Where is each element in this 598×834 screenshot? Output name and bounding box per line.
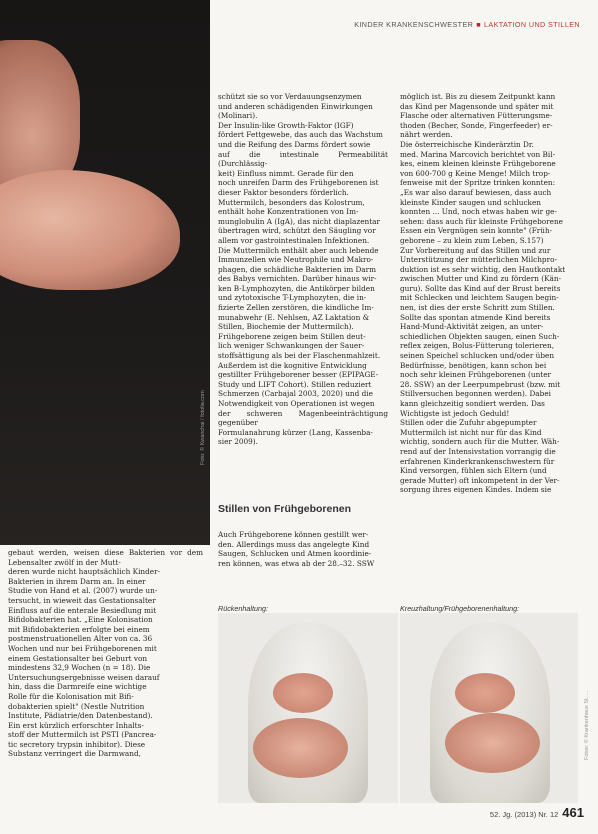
section-subheading: Stillen von Frühgeborenen	[218, 503, 352, 515]
text-line: und zytotoxische T-Lymphozyten, die in-	[218, 293, 367, 303]
text-line: schützt sie so vor Verdauungsenzymen	[218, 92, 362, 101]
text-line: tic secretory trypsin inhibitor). Diese	[8, 739, 146, 749]
text-line: Zur Vorbereitung auf das Stillen und zur	[400, 245, 551, 255]
text-line: gebaut werden, weisen diese Bakterien vor dem Lebensalter zwölf in der Mutt-	[8, 548, 203, 567]
text-line: dobakterien spielt" (Nestle Nutrition	[8, 701, 145, 711]
text-line: mit Schlecken und leichtem Saugen begin-	[400, 293, 559, 303]
text-line: auf die intestinale Permeabilität (Durchlässig-	[218, 149, 388, 169]
text-line: lich weniger Schwankungen der Sauer-	[218, 341, 365, 351]
text-line: fizierte Zellen zerstören, die kindliche Im-	[218, 303, 374, 313]
text-line: und die Reifung des Darms fördert sowie	[218, 139, 371, 149]
text-line: dieser Faktor besonders förderlich.	[218, 187, 349, 197]
text-line: tersucht, in wieweit das Gestationsalter	[8, 595, 156, 605]
text-line: Ein erst kürzlich erforschter Inhalts-	[8, 720, 144, 730]
text-line: das Kind per Magensonde und später mit	[400, 101, 554, 111]
text-line: Muttermilch, besonders das Kolostrum,	[218, 197, 365, 207]
text-line: reflex zeigen, Bolus-Fütterung tolerieren,	[400, 341, 555, 351]
text-line: Bakterien in ihrem Darm an. In einer	[8, 576, 146, 586]
caption-cross-hold: Kreuzhaltung/Frühgeborenenhaltung:	[400, 604, 520, 613]
text-line: allem vor gastrointestinalen Infektionen.	[218, 235, 370, 245]
text-line: med. Marina Marcovich berichtet von Bil-	[400, 149, 556, 159]
text-line: Wichtigste ist jedoch Geduld!	[400, 408, 510, 418]
text-line: Notwendigkeit von Operationen ist wegen	[218, 399, 375, 408]
baby-foot-photo	[0, 0, 210, 545]
text-line: Die österreichische Kinderärztin Dr.	[400, 139, 534, 149]
text-line: Immunzellen wie Neutrophile und Makro-	[218, 255, 374, 265]
text-line: sorgung ihres eigenen Kindes. Indem sie	[400, 485, 552, 495]
text-line: einem Gestationsalter bei Geburt von	[8, 653, 148, 663]
text-line: Wochen und nur bei Frühgeborenen mit	[8, 643, 157, 653]
photo-baby-shape	[445, 713, 540, 773]
text-line: Stillversuchen begonnen werden). Dabei	[400, 389, 551, 399]
text-line: schiedlichen Objekten saugen, einen Such-	[400, 331, 560, 341]
column-middle-bottom	[218, 530, 388, 568]
text-line: hin, dass die Darmreife eine wichtige	[8, 682, 147, 692]
text-line: Hand-Mund-Aktivität zeigen, an unter-	[400, 322, 544, 332]
text-line: stoffsättigung als bei der Flaschenmahlzeit.	[218, 351, 381, 361]
text-line: enthält hohe Konzentrationen von Im-	[218, 207, 359, 217]
text-line: noch sehr kleinen Frühgeborenen (unter	[400, 370, 552, 380]
text-line: Studie von Hand et al. (2007) wurde un-	[8, 586, 158, 596]
text-line: Untersuchungsergebnisse weisen darauf	[8, 672, 160, 682]
running-header	[354, 20, 580, 29]
text-line: Schmerzen (Carbajal 2003, 2020) und die	[218, 389, 373, 399]
text-line: ren können, was etwa ab der 28.–32. SSW	[218, 558, 375, 568]
text-line: wichtig, sondern auch für die Mutter. Wäh-	[400, 437, 560, 447]
text-line: Formulanahrung kürzer (Lang, Kassenba-	[218, 427, 373, 437]
page-footer	[490, 805, 584, 820]
text-line: keit) Einfluss nimmt. Gerade für den	[218, 168, 354, 178]
text-line: des Babys vernichten. Darüber hinaus wir-	[218, 274, 377, 284]
text-line: kes, einem kleinen kleinste Frühgeborene	[400, 159, 556, 169]
text-line: von 600-700 g Keine Menge! Milch trop-	[400, 168, 551, 178]
photo-cross-hold	[400, 613, 578, 803]
photo-baby-shape	[253, 718, 348, 778]
text-line: stoff der Muttermilch ist PSTI (Pancrea-	[8, 730, 157, 740]
photo-foot-shape	[0, 170, 180, 290]
text-line: Außerdem ist die kognitive Entwicklung	[218, 360, 367, 370]
text-line: Institute, Pädiatrie/den Datenbestand).	[8, 711, 153, 721]
text-line: Einfluss auf die enterale Besiedlung mit	[8, 605, 157, 615]
text-line: Kind versorgen, fühlen sich Eltern (und	[400, 466, 547, 476]
text-line: der schweren Magenbeeinträchtigung gegenüber	[218, 408, 388, 428]
text-line: Rolle für die Kolonisation mit Bifi-	[8, 691, 134, 701]
text-line: erfahrenen Kinderkrankenschwestern für	[400, 456, 555, 466]
text-line: Study und LIFT Cohort). Stillen reduziert	[218, 379, 372, 389]
text-line: gerade Mutter) oft inkompetent in der Ver-	[400, 475, 560, 485]
text-line: Bedürfnisse, benötigen, kann schon bei	[400, 360, 547, 370]
text-line: munabwehr (E. Nehlsen, AZ Laktation &	[218, 312, 370, 322]
text-line: mindestens 32,9 Wochen (n = 18). Die	[8, 663, 151, 673]
text-line: ken B-Lymphozyten, die Antikörper bilden	[218, 283, 375, 293]
text-line: Flasche oder alternativen Fütterungsme-	[400, 111, 553, 121]
text-line: thoden (Becher, Sonde, Fingerfeeder) er-	[400, 120, 553, 130]
caption-back-hold: Rückenhaltung:	[218, 604, 268, 613]
photo-credit-left: Foto: © Kwanchai / fotolia.com	[200, 390, 206, 465]
text-line: Unterstützung der mütterlichen Milchpro-	[400, 255, 557, 265]
text-line: 28. SSW) an der Leerpumpebrust (bzw. mit	[400, 379, 561, 389]
text-line: (Molinari).	[218, 111, 258, 121]
text-line: Bifidobakterien hat. „Eine Kolonisation	[8, 615, 153, 625]
text-line: sehen: dass auch für kleinste Frühgeborene	[400, 216, 564, 226]
text-line: postmenstruationellen Alter von ca. 36	[8, 634, 153, 644]
text-line: deren wurde nicht hauptsächlich Kinder-	[8, 567, 161, 577]
text-line: geborene – zu klein zum Leben, S.157)	[400, 235, 544, 245]
text-line: nen, ist dies der erste Schritt zum Stillen.	[400, 303, 555, 313]
header-topic: LAKTATION UND STILLEN	[484, 20, 580, 29]
text-line: zwischen Mutter und Kind zu fördern (Kän-	[400, 274, 562, 284]
text-line: mit Bifidobakterien erfolgte bei einem	[8, 624, 150, 634]
text-line: Sollte das spontan atmende Kind bereits	[400, 312, 551, 322]
text-line: Stillen oder die Zufuhr abgepumpter	[400, 418, 537, 428]
text-line: fenweise mit der Spritze trinken konnten:	[400, 178, 556, 188]
header-section: KINDER KRANKENSCHWESTER	[354, 20, 474, 29]
text-line: Substanz verringert die Darmwand,	[8, 749, 141, 759]
text-line: Stillen, Biochemie der Muttermilch).	[218, 322, 354, 332]
issue-info: 52. Jg. (2013) Nr. 12	[489, 810, 559, 819]
text-line: phagen, die schädliche Bakterien im Darm	[218, 264, 377, 274]
text-line: konnten ... Und, noch etwas haben wir ge-	[400, 207, 557, 217]
text-line: Der Insulin-like Growth-Faktor (IGF)	[218, 120, 354, 130]
photo-skin-shape	[455, 673, 515, 713]
text-line: übertragen wird, schützt den Säugling vor	[218, 226, 376, 236]
header-separator: ■	[476, 20, 481, 29]
text-line: „Es war also darauf bewiesen, dass auch	[400, 187, 552, 197]
text-line: rend auf der Intensivstation vorrangig die	[400, 446, 556, 456]
text-line: kleinste Kinder saugen und schlucken	[400, 197, 541, 207]
text-line: kann gleichzeitig sondiert werden. Das	[400, 399, 545, 408]
text-line: Frühgeborene zeigen beim Stillen deut-	[218, 331, 366, 341]
text-line: noch unreifen Darm des Frühgeborenen ist	[218, 178, 379, 188]
text-line: und anderen schädigenden Einwirkungen	[218, 101, 373, 111]
text-line: Die Muttermilch enthält aber auch lebende	[218, 245, 379, 255]
column-right	[400, 92, 580, 495]
text-line: duktion ist es sehr wichtig, den Hautkontakt	[400, 264, 566, 274]
photo-credit-bottom: Fotos: © Krankenhaus St. ...	[584, 690, 590, 760]
column-middle-top	[218, 92, 388, 447]
text-line: sier 2009).	[218, 437, 258, 447]
text-line: munglobulin A (IgA), das nicht diaplazentar	[218, 216, 381, 226]
text-line: Muttermilch ist nicht nur für das Kind	[400, 427, 542, 437]
text-line: fördert Fettgewebe, das auch das Wachstum	[218, 130, 383, 140]
text-line: nährt werden.	[400, 130, 453, 140]
text-line: Saugen, Schlucken und Atmen koordinie-	[218, 549, 372, 559]
photo-skin-shape	[273, 673, 333, 713]
text-line: Auch Frühgeborene können gestillt wer-	[218, 530, 369, 539]
page-number: 461	[562, 805, 584, 820]
text-line: guru). Sollte das Kind auf der Brust bereits	[400, 283, 561, 293]
text-line: möglich ist. Bis zu diesem Zeitpunkt kann	[400, 92, 556, 101]
photo-back-hold	[218, 613, 398, 803]
text-line: Essen ein Vergnügen sein konnte" (Früh-	[400, 226, 553, 236]
text-line: gestillter Frühgeborener besser (EPIPAGE-	[218, 370, 379, 380]
text-line: den. Allerdings muss das angelegte Kind	[218, 539, 370, 549]
text-line: seinen Speichel schlucken und/oder üben	[400, 351, 555, 361]
column-left	[8, 548, 203, 759]
